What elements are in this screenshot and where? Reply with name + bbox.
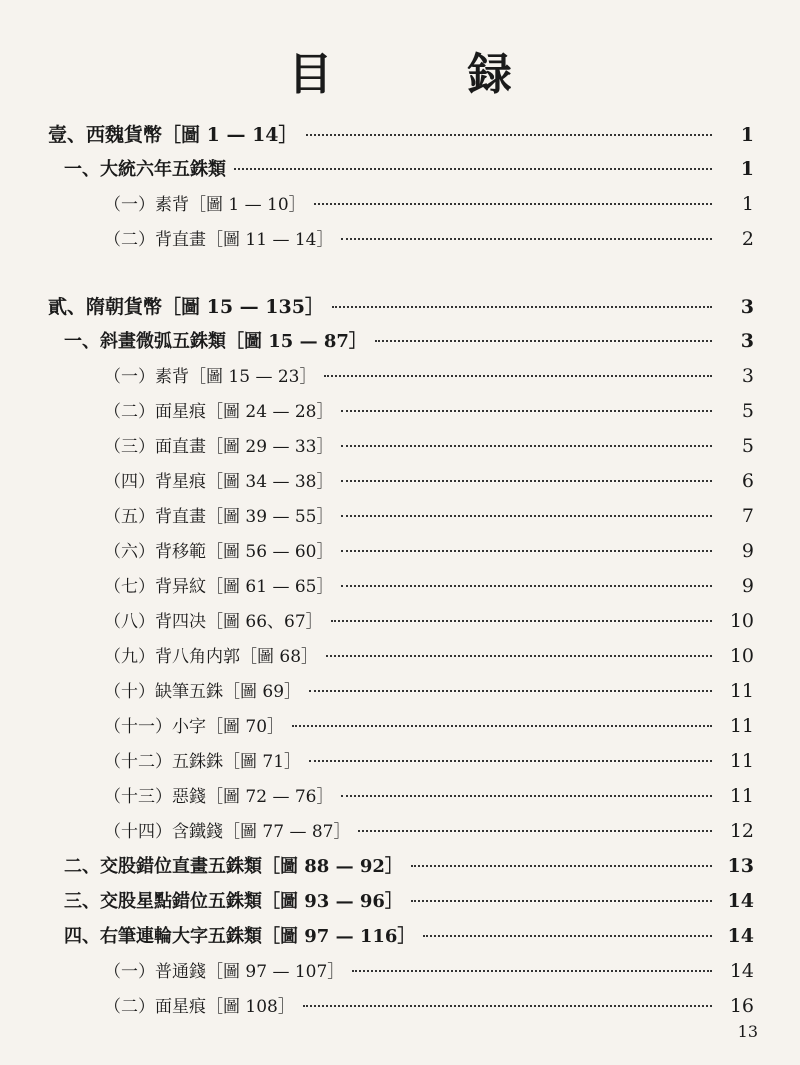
toc-entry-page: 14: [727, 890, 754, 912]
toc-entry[interactable]: [104, 677, 754, 711]
toc-entry-page: 11: [729, 715, 754, 737]
toc-entry-label: （十四）含鐵錢［圖 77 — 87］: [104, 822, 351, 842]
toc-entry[interactable]: [64, 922, 754, 956]
toc-entry-page: 11: [729, 750, 754, 772]
toc-entry[interactable]: [104, 957, 754, 991]
toc-entry-label: （十一）小字［圖 70］: [104, 717, 285, 737]
toc-entry-label: （二）背直畫［圖 11 — 14］: [104, 230, 334, 250]
toc-entry[interactable]: [104, 225, 754, 259]
toc-entry[interactable]: [104, 572, 754, 606]
toc-entry-page: 3: [740, 296, 754, 318]
toc-entry-page: 14: [729, 960, 754, 982]
toc-entry[interactable]: [104, 642, 754, 676]
dot-leader: [341, 445, 712, 447]
toc-entry[interactable]: [104, 992, 754, 1026]
dot-leader: [309, 760, 712, 762]
dot-leader: [341, 480, 712, 482]
toc-entry-page: 1: [740, 124, 754, 146]
toc-entry-label: 貳、隋朝貨幣［圖 15 — 135］: [48, 296, 324, 318]
toc-entry[interactable]: [64, 852, 754, 886]
toc-entry-page: 14: [727, 925, 754, 947]
toc-entry-label: （二）面星痕［圖 24 — 28］: [104, 402, 334, 422]
toc-entry-label: （一）普通錢［圖 97 — 107］: [104, 962, 345, 982]
toc-entry[interactable]: [104, 712, 754, 746]
dot-leader: [341, 585, 712, 587]
toc-entry-label: 三、交股星點錯位五銖類［圖 93 — 96］: [64, 891, 403, 912]
dot-leader: [341, 795, 712, 797]
toc-entry-label: （十二）五銖銖［圖 71］: [104, 752, 302, 772]
toc-entry-label: （三）面直畫［圖 29 — 33］: [104, 437, 334, 457]
toc-entry-page: 7: [741, 505, 754, 527]
dot-leader: [331, 620, 712, 622]
toc-entry-page: 3: [740, 330, 754, 352]
dot-leader: [309, 690, 712, 692]
toc-entry[interactable]: [104, 607, 754, 641]
toc-entry[interactable]: [104, 782, 754, 816]
dot-leader: [375, 340, 712, 342]
toc-entry-label: 一、斜畫微弧五銖類［圖 15 — 87］: [64, 331, 367, 352]
dot-leader: [341, 238, 712, 240]
toc-entry-page: 1: [741, 193, 754, 215]
toc-entry[interactable]: [104, 362, 754, 396]
toc-entry-page: 12: [729, 820, 754, 842]
dot-leader: [303, 1005, 712, 1007]
dot-leader: [341, 515, 712, 517]
toc-entry[interactable]: [104, 502, 754, 536]
page-title: 目 録: [288, 49, 572, 100]
toc-entry[interactable]: [48, 292, 754, 326]
dot-leader: [306, 134, 712, 136]
toc-entry-page: 11: [729, 680, 754, 702]
dot-leader: [234, 168, 712, 170]
toc-entry-label: 二、交股錯位直畫五銖類［圖 88 — 92］: [64, 856, 403, 877]
toc-entry-label: （十）缺筆五銖［圖 69］: [104, 682, 302, 702]
toc-entry[interactable]: [104, 537, 754, 571]
toc-entry[interactable]: [104, 467, 754, 501]
dot-leader: [332, 306, 712, 308]
dot-leader: [411, 900, 712, 902]
dot-leader: [352, 970, 712, 972]
dot-leader: [341, 410, 712, 412]
toc-entry[interactable]: [64, 155, 754, 189]
toc-entry-page: 10: [729, 645, 754, 667]
toc-entry[interactable]: [104, 190, 754, 224]
toc-entry-label: （四）背星痕［圖 34 — 38］: [104, 472, 334, 492]
toc-entry-label: （二）面星痕［圖 108］: [104, 997, 295, 1017]
toc-entry-page: 16: [729, 995, 754, 1017]
toc-entry-page: 3: [741, 365, 754, 387]
toc-entry-page: 2: [741, 228, 754, 250]
toc-entry-label: （八）背四决［圖 66、67］: [104, 612, 323, 632]
toc-entry-page: 9: [741, 540, 754, 562]
toc-entry-page: 1: [740, 158, 754, 180]
toc-entry-page: 6: [741, 470, 754, 492]
toc-entry-label: （一）素背［圖 15 — 23］: [104, 367, 317, 387]
toc-entry-label: （七）背异紋［圖 61 — 65］: [104, 577, 334, 597]
toc-entry-label: （十三）惡錢［圖 72 — 76］: [104, 787, 334, 807]
toc-entry-page: 11: [729, 785, 754, 807]
toc-entry-label: （五）背直畫［圖 39 — 55］: [104, 507, 334, 527]
toc-entry-label: 壹、西魏貨幣［圖 1 — 14］: [48, 124, 298, 146]
toc-entry-label: （六）背移範［圖 56 — 60］: [104, 542, 334, 562]
toc-entry-label: （一）素背［圖 1 — 10］: [104, 195, 306, 215]
toc-entry[interactable]: [104, 747, 754, 781]
dot-leader: [411, 865, 712, 867]
toc-entry-label: 一、大統六年五銖類: [64, 159, 226, 180]
toc-entry[interactable]: [104, 432, 754, 466]
toc-entry-page: 9: [741, 575, 754, 597]
toc-entry[interactable]: [64, 327, 754, 361]
dot-leader: [358, 830, 712, 832]
toc-entry[interactable]: [48, 120, 754, 154]
dot-leader: [324, 375, 712, 377]
toc-entry-page: 10: [729, 610, 754, 632]
toc-entry-page: 5: [741, 435, 754, 457]
page-number: 13: [737, 1022, 758, 1041]
dot-leader: [314, 203, 712, 205]
toc-entry[interactable]: [104, 817, 754, 851]
dot-leader: [292, 725, 712, 727]
toc-entry-label: 四、右筆連輪大字五銖類［圖 97 — 116］: [64, 926, 416, 947]
dot-leader: [341, 550, 712, 552]
toc-entry-page: 13: [727, 855, 754, 877]
dot-leader: [326, 655, 712, 657]
dot-leader: [423, 935, 712, 937]
toc-entry-label: （九）背八角内郭［圖 68］: [104, 647, 319, 667]
toc-entry-page: 5: [741, 400, 754, 422]
toc-entry[interactable]: [64, 887, 754, 921]
toc-entry[interactable]: [104, 397, 754, 431]
